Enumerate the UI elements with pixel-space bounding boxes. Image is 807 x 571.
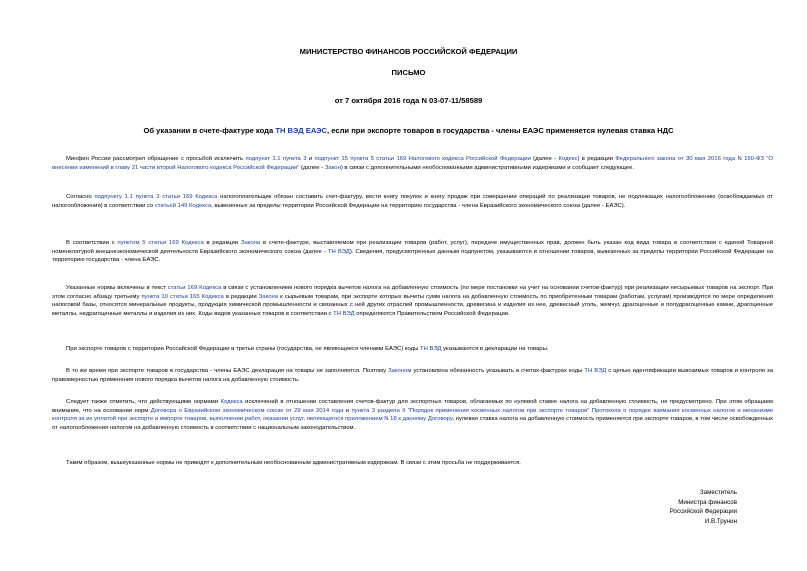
document-subject <box>44 126 773 136</box>
legal-reference-link[interactable]: Кодекса <box>220 399 243 405</box>
ministry-heading: МИНИСТЕРСТВО ФИНАНСОВ РОССИЙСКОЙ ФЕДЕРАЦИИ <box>299 47 518 56</box>
paragraph-text: в связи с установлением нового порядка вычетов налога на добавленную стоимость (по мере постановки на учет на основании счетов-фактур) при реализации несырьевых товаров на экспорт. При этом согласно абзацу третьему <box>52 285 773 300</box>
paragraph-text: , нулевая ставка налога на добавленную стоимость применяется при экспорте товаров, в том числе освобожденных от налогообложения налогом на добавленную стоимость в соответствии с национальным законодательством. <box>52 416 773 431</box>
paragraph-text: указываются в декларации на товары. <box>441 346 549 352</box>
paragraph-text: ) в редакции <box>577 156 616 162</box>
paragraph-text: установлена обязанность указывать в счетах-фактурах коды <box>411 368 585 374</box>
signature-country: Российской Федерации <box>669 508 737 516</box>
legal-reference-link[interactable]: Кодекс <box>558 156 578 162</box>
legal-reference-link[interactable]: Закона <box>258 293 279 300</box>
legal-reference-link[interactable]: подпункт 1.1 пункта 3 <box>245 156 307 162</box>
paragraph-text: ). Сведения, предусмотренные данным подпунктом, указываются в отношении товаров, вывезенных за пределы территории Российской Федерации на территорию государства - члена ЕАЭС. <box>52 248 773 263</box>
paragraph-text: Следует также отметить, что действующими нормами <box>66 399 221 405</box>
paragraph-text: налогоплательщик обязан составить счет-фактуру, вести книгу покупок и книгу продаж при совершении операций по реализации товаров, не подлежащих налогообложению (освобождаемых от налогообложения) в соответствии со <box>52 194 773 209</box>
paragraph-text: Согласно <box>66 194 95 200</box>
subject-text-pre: Об указании в счете-фактуре кода <box>143 126 276 135</box>
paragraph-text: (далее - <box>299 164 325 171</box>
legal-reference-link[interactable]: подпункту 1.1 пункта 3 статьи 169 Кодекса <box>94 194 218 200</box>
paragraph-text: В то же время при экспорте товаров в государства - члены ЕАЭС декларация на товары не заполняется. Поэтому <box>66 368 389 374</box>
paragraph-text: исключений в отношении составления счетов-фактур для экспортных товаров, облагаемых по нулевой ставке налога на добавленную стоимость, не предусмотрено. При этом обращаем внимание, что на основании норм <box>52 399 773 414</box>
paragraph-text: ) в связи с дополнительными необоснованными административными издержками и сообщает следующее. <box>340 164 634 171</box>
legal-reference-link[interactable]: пунктом 5 статьи 169 Кодекса <box>117 240 204 246</box>
body-paragraph-4 <box>52 284 773 318</box>
legal-reference-link[interactable]: статьей 149 Кодекса <box>154 202 212 209</box>
legal-reference-link[interactable]: Закона <box>240 240 261 246</box>
body-paragraph-7 <box>52 398 773 432</box>
signature-name: И.В.Трунин <box>704 517 737 525</box>
paragraph-text: Таким образом, вышеуказанные нормы не приводят к дополнительным необоснованным административным издержкам. В связи с этим просьба не поддерживается. <box>66 460 521 466</box>
legal-reference-link[interactable]: ТН ВЭД <box>420 346 442 352</box>
paragraph-text: и <box>343 407 352 414</box>
document-date-number: от 7 октября 2016 года N 03-07-11/58589 <box>334 96 483 105</box>
legal-reference-link[interactable]: ТН ВЭД <box>327 248 350 255</box>
legal-reference-link[interactable]: пункта 3 раздела II "Порядок применения косвенных налогов при экспорте товаров" Протокола о порядке взимания косвенных налогов и механизме контроля за их уплатой при экспорте и импорте товаров, выполнении работ, оказании услуг, являющегося приложением N 18 к данному Договору <box>52 407 773 422</box>
legal-reference-link[interactable]: ТН ВЭД <box>584 368 607 374</box>
signature-block <box>637 488 737 526</box>
signature-position: Заместитель <box>699 489 737 496</box>
paragraph-text: к сырьевым товарам, при экспорте которых вычеты сумм налога на добавленную стоимость по приобретенным товарам (работам, услугам) производятся по мере определения налоговой базы, относятся минеральные продукты, продукция химической промышленности и связанных с ней других отраслей промышленности, древесина и изделия из нее, древесный уголь, жемчуг, драгоценные и полудрагоценные камни, драгоценные металлы, недрагоценные металлы и изделия из них. Коды видов указанных товаров в соответствии с <box>52 293 773 317</box>
legal-reference-link[interactable]: подпункт 15 пункта 5 статьи 169 Налогового кодекса Российской Федерации <box>314 156 531 162</box>
subject-link[interactable]: ТН ВЭД ЕАЭС <box>275 126 328 135</box>
paragraph-text: в счете-фактуре, выставляемом при реализации товаров (работ, услуг), передаче имущественных прав, должен быть указан код вида товара в соответствии с единой Товарной номенклатурой внешнеэкономической деятельности Евразийского экономического союза (далее - <box>52 240 773 255</box>
paragraph-text: определяются Правительством Российской Федерации. <box>354 310 510 317</box>
paragraph-text: с целью идентификации вывозимых товаров и контроля за правомерностью применения нового порядка вычетов налога на добавленную стоимость. <box>52 368 773 383</box>
paragraph-text: (далее - <box>530 156 559 162</box>
legal-reference-link[interactable]: Законом <box>388 368 412 374</box>
paragraph-text: в редакции <box>223 293 259 300</box>
body-paragraph-3 <box>52 239 773 265</box>
body-paragraph-6 <box>52 367 773 384</box>
paragraph-text: В соответствии с <box>66 240 118 246</box>
legal-reference-link[interactable]: ТН ВЭД <box>333 310 355 317</box>
body-paragraph-5 <box>52 345 773 354</box>
body-paragraph-1 <box>52 155 773 172</box>
subject-text-post: , если при экспорте товаров в государства - члены ЕАЭС применяется нулевая ставка НДС <box>327 126 674 135</box>
document-type: ПИСЬМО <box>391 68 426 77</box>
paragraph-text: и <box>306 156 315 162</box>
legal-reference-link[interactable]: Закон <box>324 164 341 171</box>
paragraph-text: Указанные нормы включены в текст <box>66 285 168 291</box>
body-paragraph-2 <box>52 193 773 210</box>
legal-reference-link[interactable]: пункта 10 статьи 165 Кодекса <box>141 293 224 300</box>
legal-reference-link[interactable]: Федерального закона от 30 мая 2016 года N 150-ФЗ "О внесении изменений в главу 21 части второй Налогового кодекса Российской Федерации" <box>52 156 773 171</box>
legal-reference-link[interactable]: статьи 169 Кодекса <box>167 285 222 291</box>
legal-reference-link[interactable]: Договора о Евразийском экономическом союзе от 29 мая 2014 года <box>150 407 344 414</box>
signature-ministry: Министра финансов <box>678 498 737 506</box>
paragraph-text: При экспорте товаров с территории Российской Федерации в третьи страны (государства, не являющиеся членами ЕАЭС) коды <box>66 346 420 352</box>
body-paragraph-8 <box>52 459 773 468</box>
paragraph-text: , вывезенных за пределы территории Российской Федерации на территорию государства - члена Евразийского экономического союза (далее - ЕАЭС). <box>211 202 626 209</box>
paragraph-text: в редакции <box>203 240 241 246</box>
paragraph-text: Минфин России рассмотрел обращение с просьбой исключить <box>66 156 246 162</box>
